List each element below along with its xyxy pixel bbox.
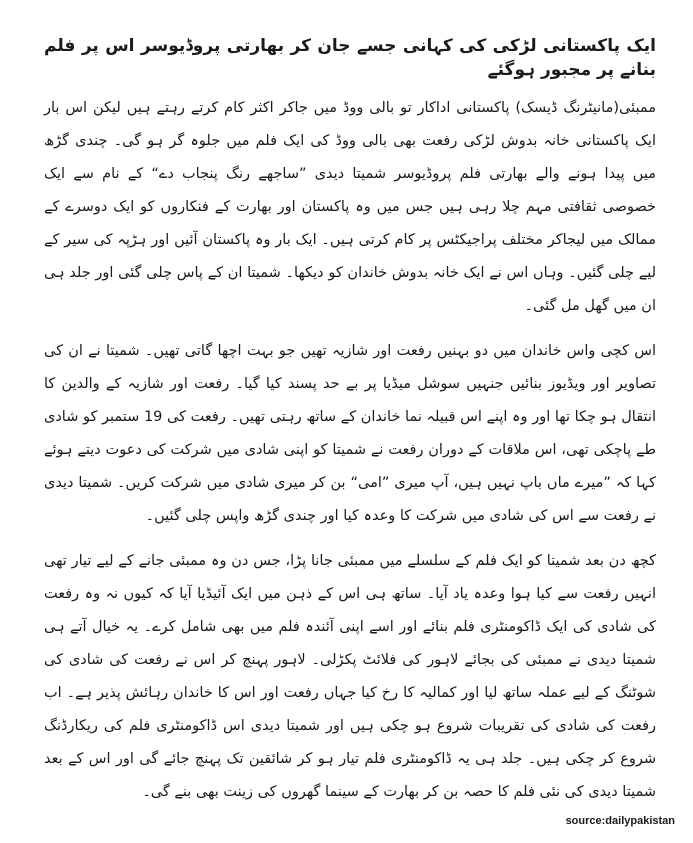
article-paragraph-2: اس کچی واس خاندان میں دو بہنیں رفعت اور شازیہ تھیں جو بہت اچھا گاتی تھیں۔ شمیتا نے ان کی تصاویر اور ویڈیوز بنائیں جنہیں سوشل میڈیا پر بے حد پسند کیا گیا۔ رفعت اور شازیہ کے والدین کا انتقال ہو چکا تھا اور وہ اپنے اس قبیلہ نما خاندان کے ساتھ رہتی تھیں۔ رفعت کی 19 ستمبر کو شادی طے پاچکی تھی، اس ملاقات کے دوران رفعت نے شمیتا کو اپنی شادی میں شرکت کی دعوت دیتے ہوئے کہا کہ ”میرے ماں باپ نہیں ہیں، آپ میری ”امی“ بن کر میری شادی میں شرکت کریں۔ شمیتا دیدی نے رفعت سے اس کی شادی میں شرکت کا وعدہ کیا اور چندی گڑھ واپس چلی گئیں۔ [44,343,656,524]
article [44,34,656,821]
article-paragraph-1: ممبئی(مانیٹرنگ ڈیسک) پاکستانی اداکار تو بالی ووڈ میں جاکر اکثر کام کرتے رہتے ہیں لیکن اس بار ایک پاکستانی خانہ بدوش لڑکی رفعت بھی بالی ووڈ کی ایک فلم میں جلوہ گر ہو گی۔ چندی گڑھ میں پیدا ہونے والے بھارتی فلم پروڈیوسر شمیتا دیدی ”ساجھے رنگ پنجاب دے“ کے نام سے ایک خصوصی ثقافتی مہم چلا رہی ہیں جس میں وہ پاکستان اور بھارت کے فنکاروں کو ایک دوسرے کے ممالک میں لیجاکر مختلف پراجیکٹس پر کام کرتی ہیں۔ ایک بار وہ پاکستان آئیں اور ہڑپہ کی سیر کے لیے چلی گئیں۔ وہاں اس نے ایک خانہ بدوش خاندان کو دیکھا۔ شمیتا ان کے پاس چلی گئی اور جلد ہی ان میں گھل مل گئی۔ [44,100,656,314]
source-credit: source:dailypakistan [565,815,675,827]
article-paragraph-3: کچھ دن بعد شمیتا کو ایک فلم کے سلسلے میں ممبئی جانا پڑا، جس دن وہ ممبئی جانے کے لیے تیار تھی انہیں رفعت سے کیا ہوا وعدہ یاد آیا۔ ساتھ ہی اس کے ذہن میں ایک آئیڈیا آیا کہ کیوں نہ وہ رفعت کی شادی کی ایک ڈاکومنٹری فلم بنائے اور اسے اپنی آئندہ فلم میں بھی شامل کرے۔ یہ خیال آتے ہی شمیتا دیدی نے ممبئی کی بجائے لاہور کی فلائٹ پکڑلی۔ لاہور پہنچ کر اس نے رفعت کی شادی کی شوٹنگ کے لیے عملہ ساتھ لیا اور کمالیہ کا رخ کیا جہاں رفعت اور اس کا خاندان رہائش پذیر ہے۔ اب رفعت کی شادی کی تقریبات شروع ہو چکی ہیں اور شمیتا دیدی اس ڈاکومنٹری فلم کی ریکارڈنگ شروع کر چکی ہیں۔ جلد ہی یہ ڈاکومنٹری فلم تیار ہو کر شائقین تک پہنچ جائے گی اور اس کے بعد شمیتا دیدی کی نئی فلم کا حصہ بن کر بھارت کے سینما گھروں کی زینت بھی بنے گی۔ [44,553,656,800]
article-headline: ایک پاکستانی لڑکی کی کہانی جسے جان کر بھارتی پروڈیوسر اس پر فلم بنانے پر مجبور ہوگئے [44,36,656,80]
